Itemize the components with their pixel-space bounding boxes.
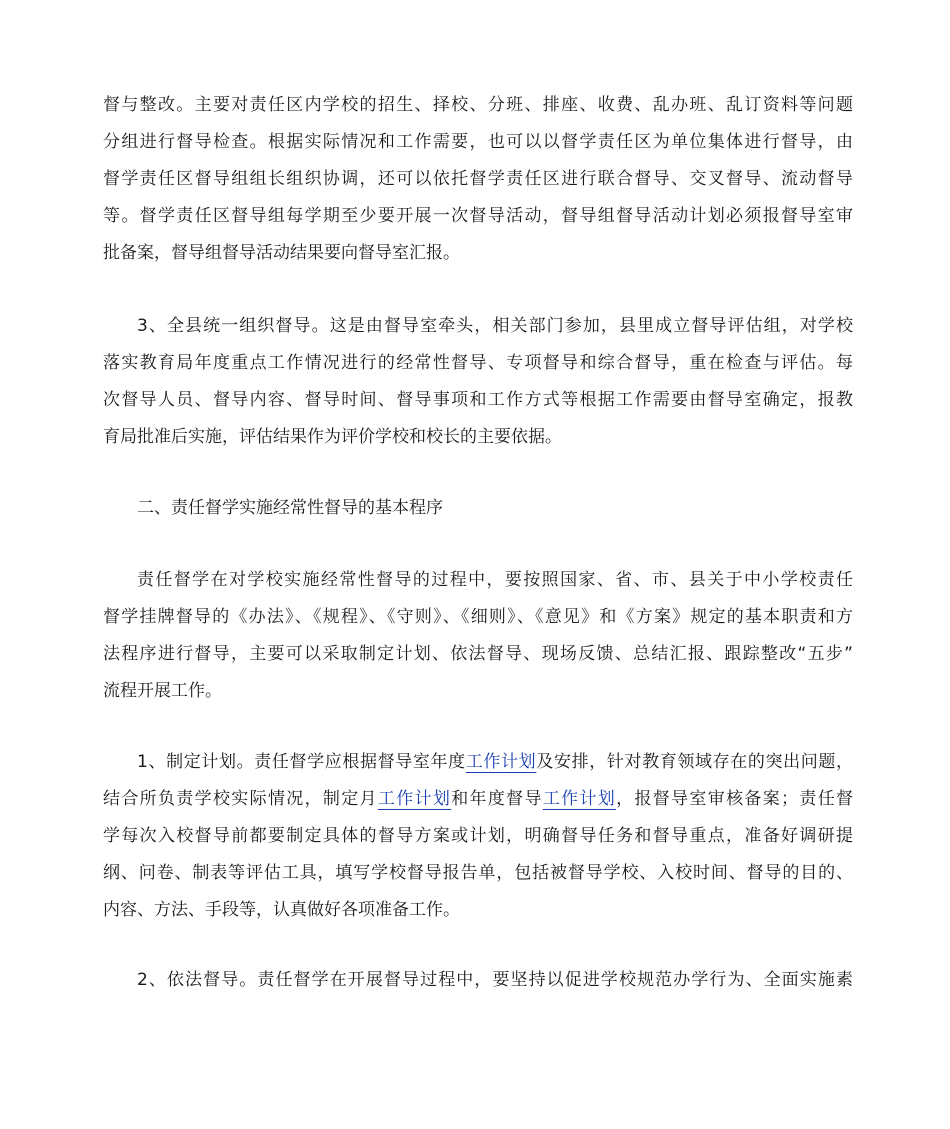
text-line: 分组进行督导检查。根据实际情况和工作需要，也可以以督学责任区为单位集体进行督导，由 [103, 132, 853, 152]
work-plan-link[interactable]: 工作计划 [465, 752, 537, 772]
paragraph-county-supervision [103, 308, 853, 456]
text-line: 督与整改。主要对责任区内学校的招生、择校、分班、排座、收费、乱办班、乱订资料等问题 [103, 95, 853, 115]
text-line: 学每次入校督导前都要制定具体的督导方案或计划，明确督导任务和督导重点，准备好调研提 [103, 826, 853, 846]
heading-text: 二、责任督学实施经常性督导的基本程序 [137, 498, 443, 518]
text-line: 批备案，督导组督导活动结果要向督导室汇报。 [103, 243, 460, 263]
text-segment: 1、制定计划。责任督学应根据督导室年度 [137, 752, 466, 772]
text-line: 纲、问卷、制表等评估工具，填写学校督导报告单，包括被督导学校、入校时间、督导的目的、 [103, 863, 853, 883]
work-plan-link[interactable]: 工作计划 [542, 789, 617, 809]
text-line [103, 744, 853, 781]
section-heading [103, 490, 853, 527]
text-line [103, 781, 853, 818]
text-line: 督学责任区督导组组长组织协调，还可以依托督学责任区进行联合督导、交叉督导、流动督导 [103, 169, 853, 189]
work-plan-link[interactable]: 工作计划 [377, 789, 452, 809]
text-line: 次督导人员、督导内容、督导时间、督导事项和工作方式等根据工作需要由督导室确定，报教 [103, 390, 853, 410]
paragraph-lawful-supervision [103, 962, 853, 999]
text-line: 2、依法督导。责任督学在开展督导过程中，要坚持以促进学校规范办学行为、全面实施素 [137, 970, 853, 990]
text-line: 落实教育局年度重点工作情况进行的经常性督导、专项督导和综合督导，重在检查与评估。每 [103, 353, 853, 373]
text-line: 督学挂牌督导的《办法》、《规程》、《守则》、《细则》、《意见》和《方案》规定的基本职责和方 [103, 607, 853, 627]
paragraph-make-plan [103, 744, 853, 929]
text-line: 育局批准后实施，评估结果作为评价学校和校长的主要依据。 [103, 427, 562, 447]
text-line: 3、全县统一组织督导。这是由督导室牵头，相关部门参加，县里成立督导评估组，对学校 [137, 316, 853, 336]
paragraph-supervision-correction [103, 87, 853, 272]
text-segment: 及安排，针对教育领域存在的突出问题， [536, 752, 854, 772]
text-line: 等。督学责任区督导组每学期至少要开展一次督导活动，督导组督导活动计划必须报督导室审 [103, 206, 853, 226]
text-segment: 和年度督导 [451, 789, 543, 809]
text-segment: 结合所负责学校实际情况，制定月 [103, 789, 378, 809]
text-line: 流程开展工作。 [103, 681, 222, 701]
paragraph-procedure-intro [103, 562, 853, 710]
text-line: 责任督学在对学校实施经常性督导的过程中，要按照国家、省、市、县关于中小学校责任 [137, 570, 853, 590]
text-line: 内容、方法、手段等，认真做好各项准备工作。 [103, 900, 460, 920]
text-line: 法程序进行督导，主要可以采取制定计划、依法督导、现场反馈、总结汇报、跟踪整改“五步” [103, 644, 853, 664]
text-segment: ，报督导室审核备案；责任督 [616, 789, 854, 809]
